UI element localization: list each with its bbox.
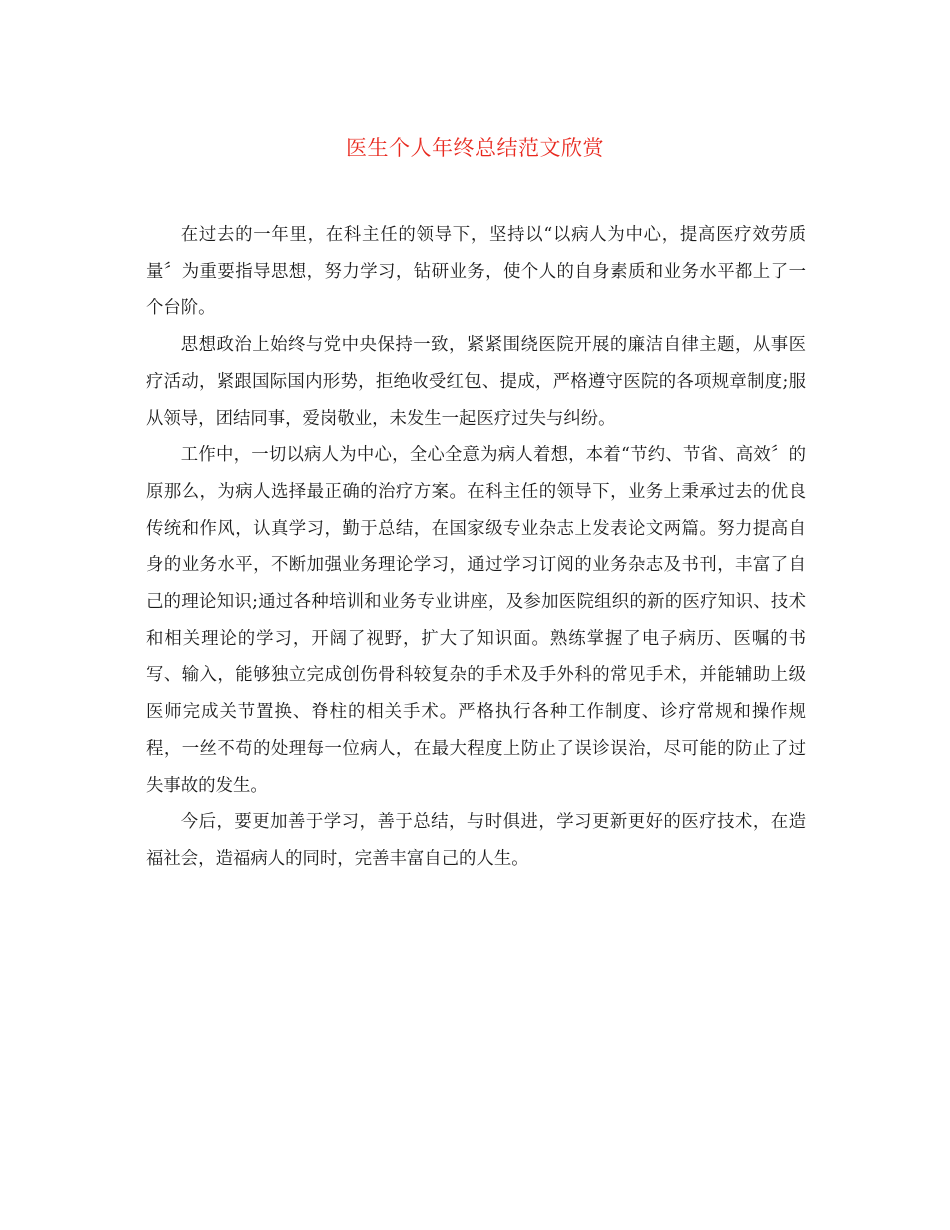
document-body [146,217,806,878]
paragraph-1: 在过去的一年里，在科主任的领导下，坚持以“以病人为中心，提高医疗效劳质量〞为重要指导思想，努力学习，钻研业务，使个人的自身素质和业务水平都上了一个台阶。 [146,225,806,319]
paragraph-2: 思想政治上始终与党中央保持一致，紧紧围绕医院开展的廉洁自律主题，从事医疗活动，紧跟国际国内形势，拒绝收受红包、提成，严格遵守医院的各项规章制度;服从领导，团结同事，爱岗敬业，未发生一起医疗过失与纠纷。 [146,335,806,429]
document-title: 医生个人年终总结范文欣赏 [346,136,604,160]
paragraph-3: 工作中，一切以病人为中心，全心全意为病人着想，本着“节约、节省、高效〞的原那么，为病人选择最正确的治疗方案。在科主任的领导下，业务上秉承过去的优良传统和作风，认真学习，勤于总结，在国家级专业杂志上发表论文两篇。努力提高自身的业务水平，不断加强业务理论学习，通过学习订阅的业务杂志及书刊，丰富了自己的理论知识;通过各种培训和业务专业讲座，及参加医院组织的新的医疗知识、技术和相关理论的学习，开阔了视野，扩大了知识面。熟练掌握了电子病历、医嘱的书写、输入，能够独立完成创伤骨科较复杂的手术及手外科的常见手术，并能辅助上级医师完成关节置换、脊柱的相关手术。严格执行各种工作制度、诊疗常规和操作规程，一丝不苟的处理每一位病人，在最大程度上防止了误诊误治，尽可能的防止了过失事故的发生。 [146,445,806,796]
paragraph-4: 今后，要更加善于学习，善于总结，与时俱进，学习更新更好的医疗技术，在造福社会，造福病人的同时，完善丰富自己的人生。 [146,812,806,869]
